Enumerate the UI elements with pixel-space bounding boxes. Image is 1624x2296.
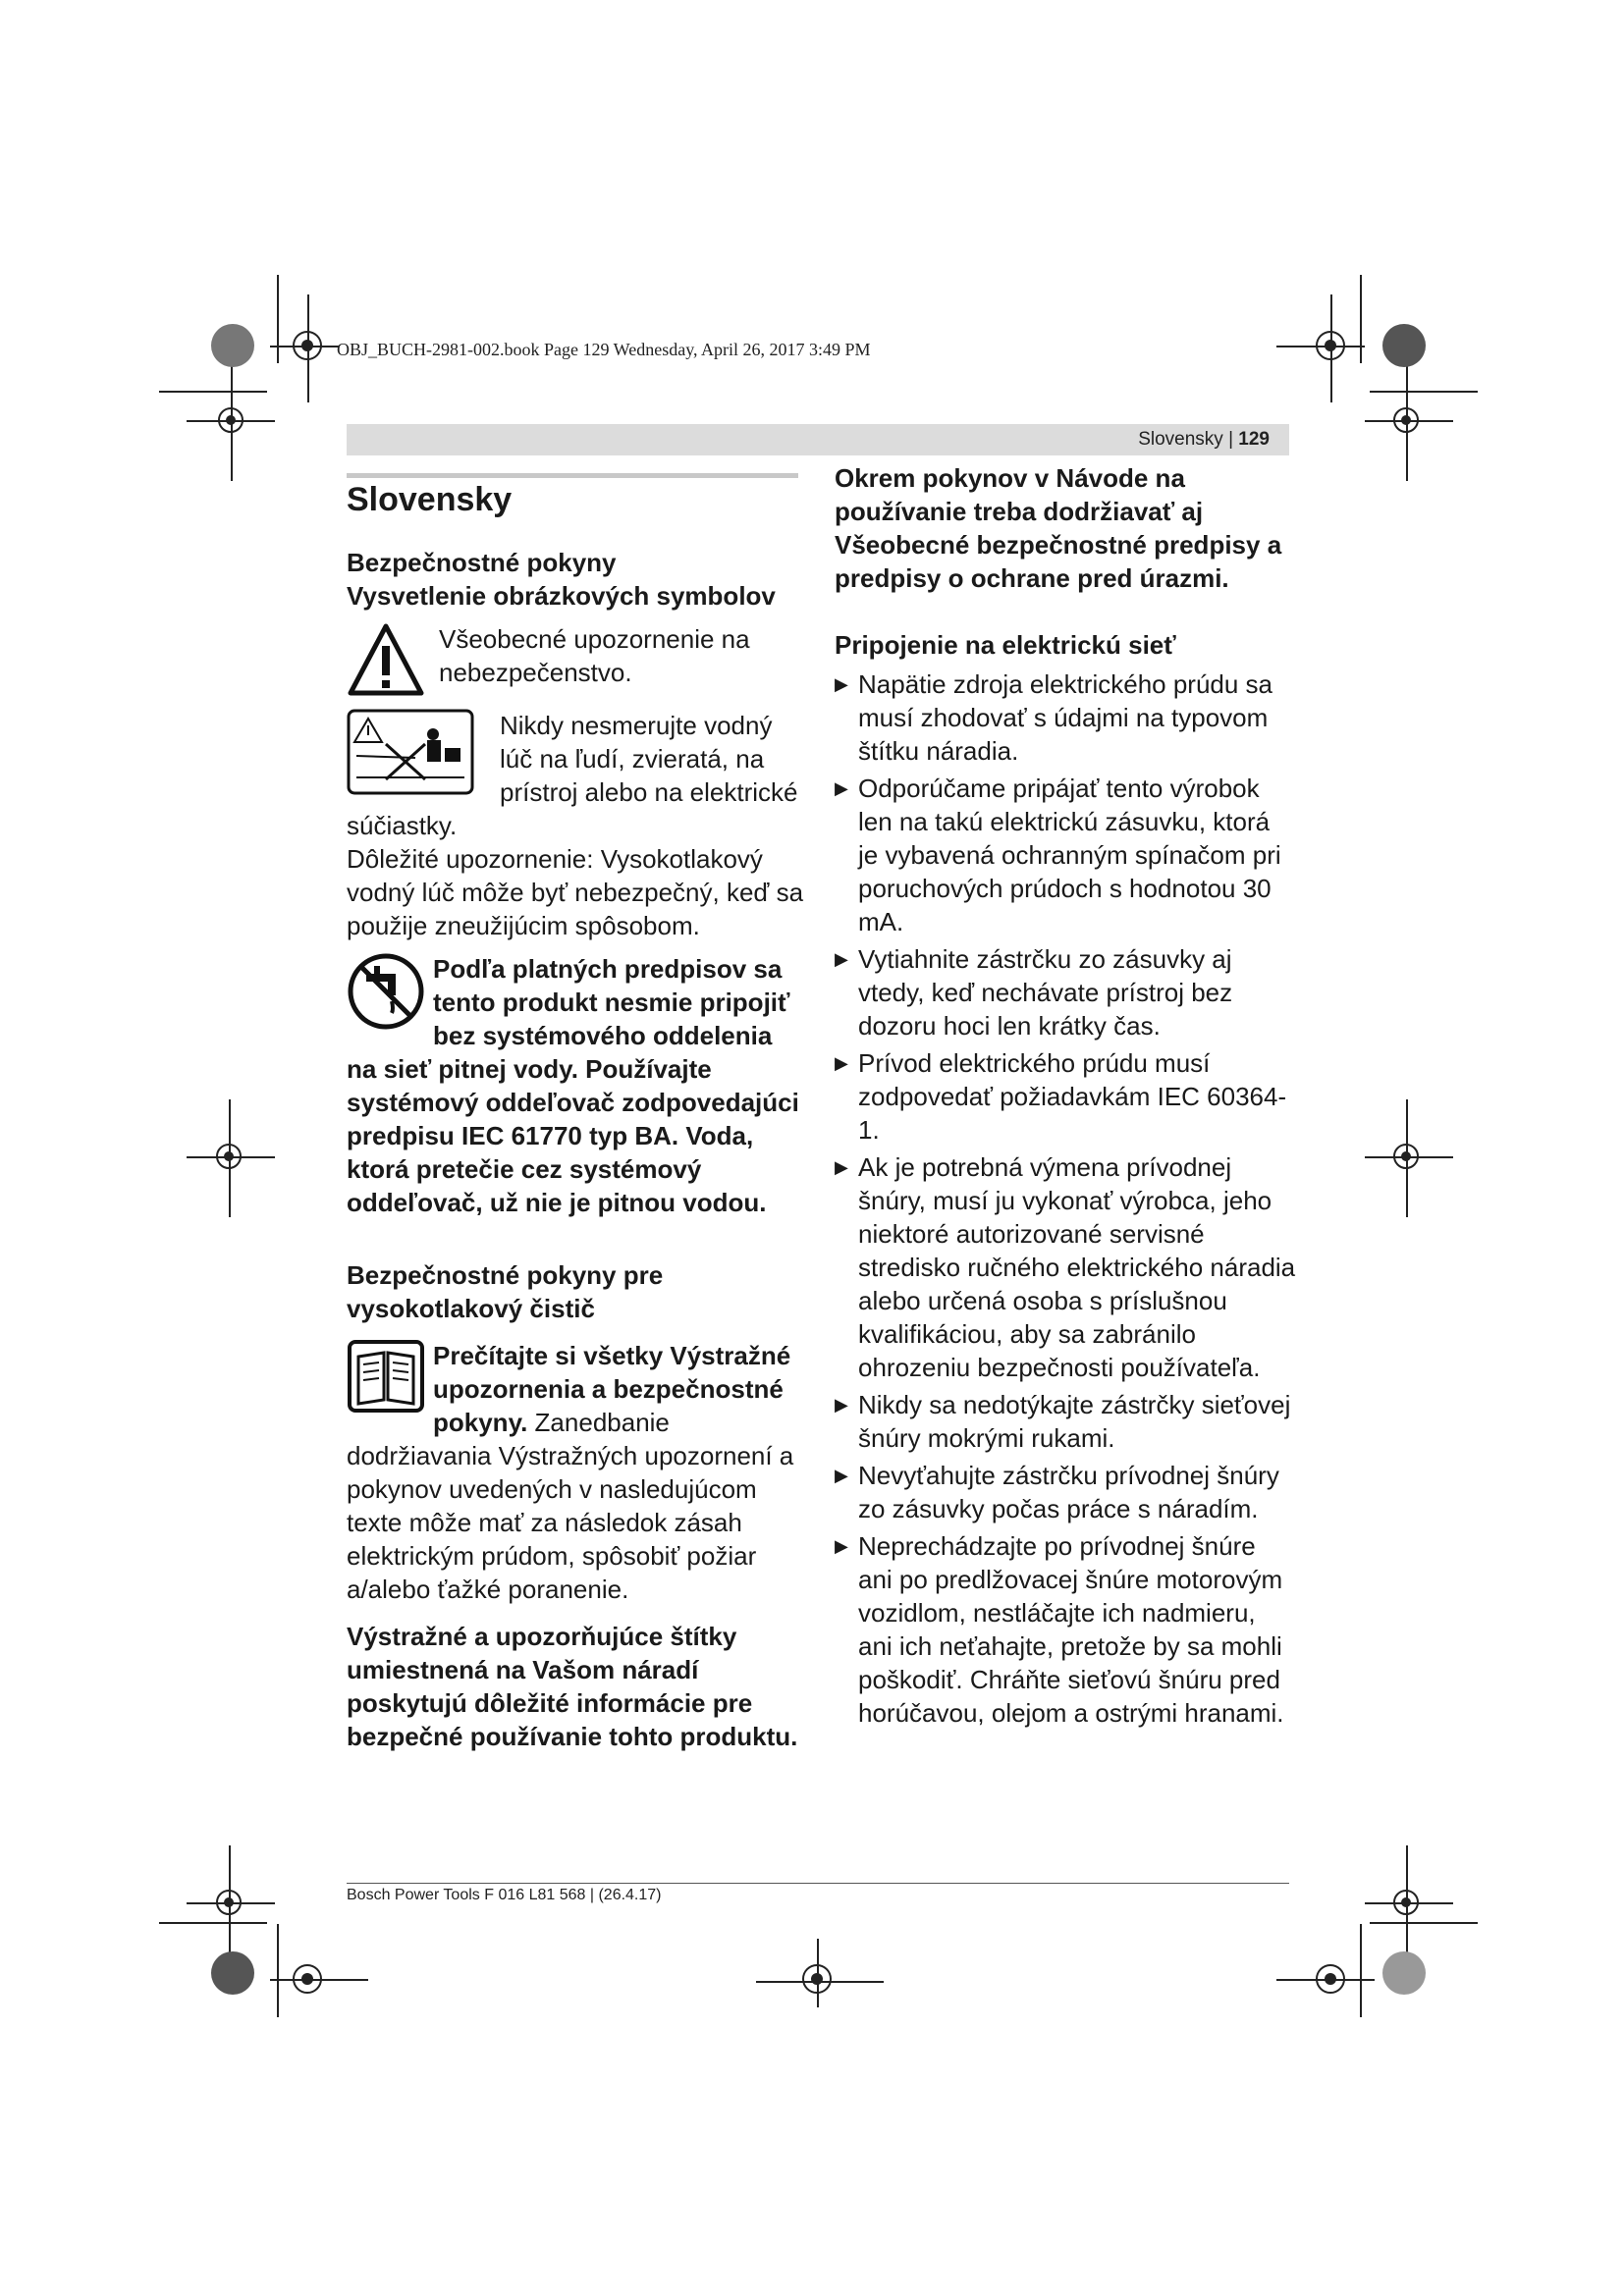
bullet-arrow-icon: ▶ — [835, 1466, 848, 1485]
safety-heading: Bezpečnostné pokyny — [347, 548, 617, 577]
water-notice: Podľa platných predpisov sa tento produkt nesmie pripojiť bez systémového oddelenia na sieť pitnej vody. Používajte systémový oddeľovač zodpovedajúci predpisu IEC 61770 typ BA. Voda, ktorá pretečie cez systémový oddeľovač, už nie je pitnou vodou. — [347, 954, 799, 1217]
bullet-arrow-icon: ▶ — [835, 1157, 848, 1177]
header-separator: | — [1228, 429, 1234, 450]
no-drinking-water-connection-icon — [347, 952, 425, 1031]
spray-symbol-entry — [347, 709, 808, 842]
list-item: ▶ Nevyťahujte zástrčku prívodnej šnúry zo zásuvky počas práce s náradím. — [835, 1461, 1279, 1523]
bullet-arrow-icon: ▶ — [835, 1536, 848, 1556]
intro-notice: Okrem pokynov v Návode na používanie treba dodržiavať aj Všeobecné bezpečnostné predpisy a predpisy o ochrane pred úrazmi. — [835, 463, 1282, 593]
read-manual-icon — [347, 1339, 425, 1414]
bullet-arrow-icon: ▶ — [835, 778, 848, 798]
read-instructions-bold: Prečítajte si všetky Výstražné upozornenia a bezpečnostné pokyny. — [433, 1341, 791, 1437]
page-footer: Bosch Power Tools F 016 L81 568 | (26.4.17) — [347, 1887, 662, 1903]
left-column — [347, 471, 808, 1753]
page-number: 129 — [1238, 429, 1270, 450]
footer-rule — [347, 1883, 1289, 1884]
list-item: ▶ Ak je potrebná výmena prívodnej šnúry, musí ju vykonať výrobca, jeho niektoré autorizované servisné stredisko ručného elektrického náradia alebo určená osoba s príslušnou kvalifikáciou, aby sa zabránilo ohrozeniu bezpečnosti používateľa. — [835, 1152, 1296, 1382]
symbols-heading: Vysvetlenie obrázkových symbolov — [347, 581, 776, 611]
list-item: ▶ Neprechádzajte po prívodnej šnúre ani po predlžovacej šnúre motorovým vozidlom, nestláčajte ich nadmieru, ani ich neťahajte, pretože by sa mohli poškodiť. Chráňte sieťovú šnúru pred horúčavou, olejom a ostrými hranami. — [835, 1531, 1284, 1728]
water-notice-entry — [347, 952, 808, 1219]
power-connection-heading: Pripojenie na elektrickú sieť — [835, 630, 1176, 660]
read-instructions-normal: Zanedbanie dodržiavania Výstražných upozornení a pokynov uvedených v nasledujúcom texte môže mať za následok zásah elektrickým prúdom, spôsobiť požiar a/alebo ťažké poranenie. — [347, 1408, 794, 1604]
warning-symbol-entry — [347, 622, 808, 697]
cleaner-heading: Bezpečnostné pokyny pre vysokotlakový čistič — [347, 1260, 664, 1323]
power-safety-list — [835, 667, 1296, 1730]
page-title: Slovensky — [347, 481, 513, 518]
list-item: ▶ Prívod elektrického prúdu musí zodpovedať požiadavkám IEC 60364-1. — [835, 1048, 1287, 1145]
list-item: ▶ Napätie zdroja elektrického prúdu sa musí zhodovať s údajmi na typovom štítku náradia. — [835, 669, 1273, 766]
page-header — [347, 424, 1289, 455]
labels-notice: Výstražné a upozorňujúce štítky umiestnená na Vašom náradí poskytujú dôležité informácie pre bezpečné používanie tohto produktu. — [347, 1622, 798, 1751]
header-language: Slovensky — [1138, 429, 1223, 450]
read-manual-entry — [347, 1339, 808, 1606]
list-item: ▶ Odporúčame pripájať tento výrobok len na takú elektrickú zásuvku, ktorá je vybavená ochranným spínačom pri poruchových prúdoch s hodnotou 30 mA. — [835, 774, 1281, 936]
important-note: Dôležité upozornenie: Vysokotlakový vodný lúč môže byť nebezpečný, keď sa použije zneužijúcim spôsobom. — [347, 844, 804, 940]
bullet-arrow-icon: ▶ — [835, 949, 848, 969]
no-spray-at-people-icon — [347, 709, 474, 795]
bullet-arrow-icon: ▶ — [835, 1395, 848, 1415]
list-item: ▶ Vytiahnite zástrčku zo zásuvky aj vtedy, keď nechávate prístroj bez dozoru hoci len krátky čas. — [835, 944, 1233, 1041]
bullet-arrow-icon: ▶ — [835, 674, 848, 694]
list-item: ▶ Nikdy sa nedotýkajte zástrčky sieťovej šnúry mokrými rukami. — [835, 1390, 1291, 1453]
spray-symbol-text: Nikdy nesmerujte vodný lúč na ľudí, zvieratá, na prístroj alebo na elektrické súčiastky. — [347, 711, 798, 840]
warning-triangle-icon — [347, 622, 425, 697]
bullet-arrow-icon: ▶ — [835, 1053, 848, 1073]
right-column — [835, 461, 1296, 1734]
warning-symbol-text: Všeobecné upozornenie na nebezpečenstvo. — [439, 624, 750, 687]
print-slug: OBJ_BUCH-2981-002.book Page 129 Wednesday, April 26, 2017 3:49 PM — [337, 340, 871, 359]
